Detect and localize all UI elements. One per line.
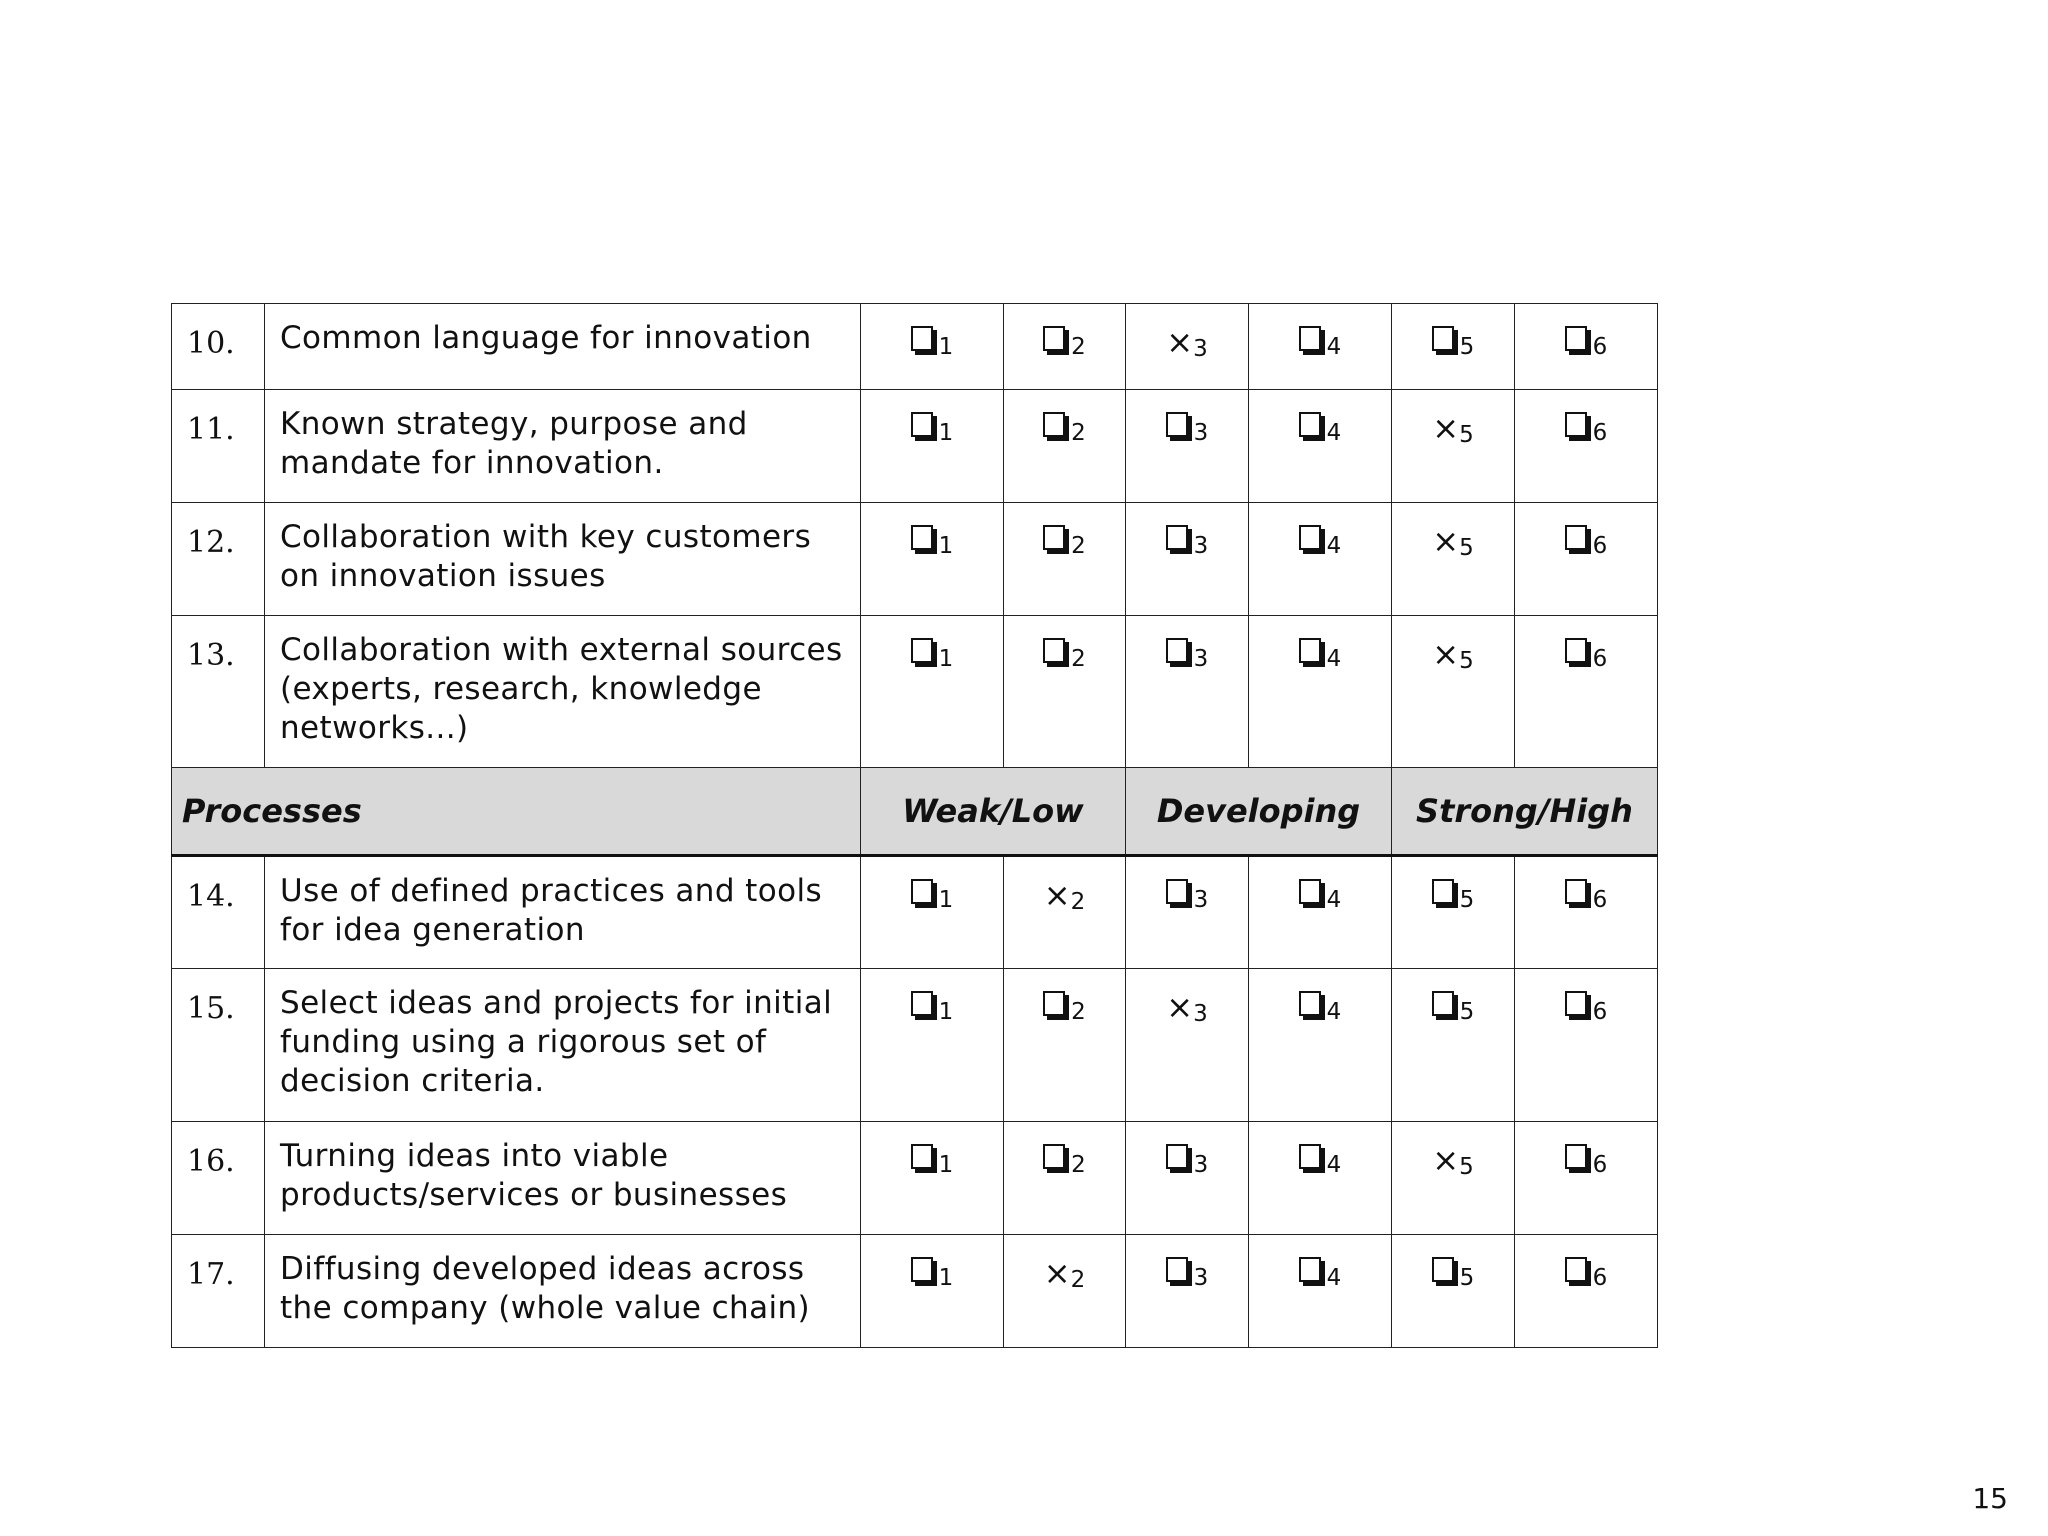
rating-option-5[interactable] (1392, 390, 1515, 503)
rating-number: 6 (1592, 533, 1608, 559)
rating-option-1[interactable] (861, 1235, 1004, 1348)
rating-option-2[interactable] (1004, 856, 1126, 969)
rating-number: 4 (1326, 887, 1342, 913)
rating-option-6[interactable] (1515, 856, 1658, 969)
row-number: 13. (172, 616, 265, 768)
table-row (172, 969, 1658, 1122)
rating-number: 4 (1326, 334, 1342, 360)
section-header-row (172, 768, 1658, 856)
rating-option-1[interactable] (861, 969, 1004, 1122)
rating-option-3[interactable] (1126, 616, 1249, 768)
rating-number: 6 (1592, 334, 1608, 360)
level-weak-low: Weak/Low (861, 768, 1126, 856)
row-description: Common language for innovation (265, 304, 861, 390)
rating-number: 3 (1193, 533, 1209, 559)
row-description: Select ideas and projects for initial funding using a rigorous set of decision criteria. (265, 969, 861, 1122)
checkbox-icon[interactable] (1043, 412, 1065, 437)
checkbox-icon[interactable] (1299, 326, 1321, 351)
row-description: Use of defined practices and tools for idea generation (265, 856, 861, 969)
checkbox-icon[interactable] (911, 525, 933, 550)
checkbox-icon[interactable] (1166, 412, 1188, 437)
rating-number: 3 (1193, 336, 1208, 362)
rating-option-4[interactable] (1249, 503, 1392, 616)
rating-option-4[interactable] (1249, 856, 1392, 969)
rating-number: 5 (1459, 1265, 1475, 1291)
checkbox-icon[interactable] (911, 879, 933, 904)
table-row (172, 856, 1658, 969)
table-row (172, 1122, 1658, 1235)
rating-number: 1 (938, 887, 954, 913)
checkbox-icon[interactable] (1432, 991, 1454, 1016)
rating-number: 6 (1592, 420, 1608, 446)
checkbox-icon[interactable] (1299, 638, 1321, 663)
rating-option-6[interactable] (1515, 1122, 1658, 1235)
table-row (172, 390, 1658, 503)
selected-x-mark-icon[interactable]: × (1432, 522, 1460, 560)
rating-option-5[interactable] (1392, 1122, 1515, 1235)
rating-number: 1 (938, 1152, 954, 1178)
checkbox-icon[interactable] (911, 1257, 933, 1282)
level-strong-high: Strong/High (1392, 768, 1658, 856)
assessment-table (171, 303, 1658, 1348)
rating-number: 3 (1193, 646, 1209, 672)
checkbox-icon[interactable] (1432, 326, 1454, 351)
rating-option-6[interactable] (1515, 304, 1658, 390)
rating-option-6[interactable] (1515, 503, 1658, 616)
rating-number: 2 (1071, 646, 1086, 672)
row-number: 11. (172, 390, 265, 503)
checkbox-icon[interactable] (1565, 525, 1587, 550)
row-number: 16. (172, 1122, 265, 1235)
rating-option-1[interactable] (861, 856, 1004, 969)
checkbox-icon[interactable] (1565, 1144, 1587, 1169)
rating-option-3[interactable] (1126, 503, 1249, 616)
rating-number: 5 (1459, 999, 1475, 1025)
checkbox-icon[interactable] (1166, 525, 1188, 550)
checkbox-icon[interactable] (1565, 412, 1587, 437)
checkbox-icon[interactable] (1299, 1144, 1321, 1169)
rating-number: 5 (1459, 1154, 1474, 1180)
rating-option-1[interactable] (861, 503, 1004, 616)
rating-number: 2 (1071, 1152, 1086, 1178)
selected-x-mark-icon[interactable]: × (1432, 409, 1460, 447)
row-number: 15. (172, 969, 265, 1122)
page-number: 15 (1972, 1482, 2008, 1515)
rating-option-5[interactable] (1392, 1235, 1515, 1348)
checkbox-icon[interactable] (911, 412, 933, 437)
row-description: Collaboration with external sources (experts, research, knowledge networks...) (265, 616, 861, 768)
rating-number: 1 (938, 334, 954, 360)
rating-number: 1 (938, 999, 954, 1025)
rating-number: 6 (1592, 646, 1608, 672)
rating-option-5[interactable] (1392, 856, 1515, 969)
rating-option-5[interactable] (1392, 969, 1515, 1122)
rating-number: 6 (1592, 1265, 1608, 1291)
checkbox-icon[interactable] (1565, 326, 1587, 351)
rating-number: 3 (1193, 1265, 1209, 1291)
rating-number: 2 (1071, 334, 1086, 360)
rating-option-2[interactable] (1004, 1122, 1126, 1235)
rating-option-2[interactable] (1004, 304, 1126, 390)
checkbox-icon[interactable] (1166, 1144, 1188, 1169)
rating-number: 5 (1459, 887, 1475, 913)
rating-option-4[interactable] (1249, 1235, 1392, 1348)
rating-number: 4 (1326, 1265, 1342, 1291)
table-section-bottom (172, 856, 1658, 1348)
rating-number: 1 (938, 646, 954, 672)
table-row (172, 304, 1658, 390)
table-row (172, 1235, 1658, 1348)
checkbox-icon[interactable] (1432, 1257, 1454, 1282)
row-description: Collaboration with key customers on innovation issues (265, 503, 861, 616)
checkbox-icon[interactable] (1166, 1257, 1188, 1282)
rating-number: 4 (1326, 1152, 1342, 1178)
rating-option-3[interactable] (1126, 390, 1249, 503)
row-description: Known strategy, purpose and mandate for innovation. (265, 390, 861, 503)
rating-option-5[interactable] (1392, 616, 1515, 768)
rating-option-1[interactable] (861, 1122, 1004, 1235)
rating-number: 2 (1071, 533, 1086, 559)
row-number: 10. (172, 304, 265, 390)
rating-option-4[interactable] (1249, 616, 1392, 768)
rating-number: 4 (1326, 533, 1342, 559)
checkbox-icon[interactable] (1565, 638, 1587, 663)
rating-number: 4 (1326, 646, 1342, 672)
row-number: 17. (172, 1235, 265, 1348)
checkbox-icon[interactable] (1043, 638, 1065, 663)
rating-option-3[interactable] (1126, 969, 1249, 1122)
rating-number: 4 (1326, 420, 1342, 446)
rating-number: 4 (1326, 999, 1342, 1025)
selected-x-mark-icon[interactable]: × (1166, 323, 1194, 361)
checkbox-icon[interactable] (1565, 1257, 1587, 1282)
selected-x-mark-icon[interactable]: × (1043, 876, 1071, 914)
rating-option-1[interactable] (861, 304, 1004, 390)
rating-number: 5 (1459, 648, 1474, 674)
rating-option-2[interactable] (1004, 390, 1126, 503)
rating-number: 2 (1071, 420, 1086, 446)
rating-number: 5 (1459, 334, 1475, 360)
rating-option-1[interactable] (861, 616, 1004, 768)
rating-option-6[interactable] (1515, 616, 1658, 768)
checkbox-icon[interactable] (1299, 879, 1321, 904)
rating-number: 2 (1070, 1267, 1086, 1293)
checkbox-icon[interactable] (911, 638, 933, 663)
rating-option-3[interactable] (1126, 1235, 1249, 1348)
checkbox-icon[interactable] (911, 1144, 933, 1169)
rating-option-4[interactable] (1249, 969, 1392, 1122)
rating-number: 2 (1071, 999, 1086, 1025)
checkbox-icon[interactable] (911, 326, 933, 351)
rating-option-4[interactable] (1249, 1122, 1392, 1235)
rating-option-2[interactable] (1004, 503, 1126, 616)
selected-x-mark-icon[interactable]: × (1432, 1141, 1460, 1179)
rating-option-6[interactable] (1515, 390, 1658, 503)
rating-option-3[interactable] (1126, 1122, 1249, 1235)
row-number: 12. (172, 503, 265, 616)
selected-x-mark-icon[interactable]: × (1166, 988, 1194, 1026)
checkbox-icon[interactable] (1043, 991, 1065, 1016)
checkbox-icon[interactable] (1299, 991, 1321, 1016)
rating-number: 1 (938, 1265, 954, 1291)
rating-option-1[interactable] (861, 390, 1004, 503)
checkbox-icon[interactable] (1565, 879, 1587, 904)
rating-number: 5 (1459, 422, 1474, 448)
rating-number: 3 (1193, 420, 1209, 446)
checkbox-icon[interactable] (1166, 879, 1188, 904)
rating-option-6[interactable] (1515, 969, 1658, 1122)
rating-number: 1 (938, 533, 954, 559)
checkbox-icon[interactable] (1299, 525, 1321, 550)
rating-number: 3 (1193, 1152, 1209, 1178)
table-row (172, 503, 1658, 616)
row-description: Turning ideas into viable products/services or businesses (265, 1122, 861, 1235)
checkbox-icon[interactable] (911, 991, 933, 1016)
rating-option-5[interactable] (1392, 304, 1515, 390)
rating-number: 6 (1592, 887, 1608, 913)
row-number: 14. (172, 856, 265, 969)
checkbox-icon[interactable] (1432, 879, 1454, 904)
checkbox-icon[interactable] (1299, 1257, 1321, 1282)
checkbox-icon[interactable] (1043, 1144, 1065, 1169)
checkbox-icon[interactable] (1043, 525, 1065, 550)
rating-number: 5 (1459, 535, 1474, 561)
row-description: Diffusing developed ideas across the company (whole value chain) (265, 1235, 861, 1348)
checkbox-icon[interactable] (1299, 412, 1321, 437)
rating-option-3[interactable] (1126, 304, 1249, 390)
table-row (172, 616, 1658, 768)
selected-x-mark-icon[interactable]: × (1043, 1254, 1071, 1292)
table-section-header (172, 768, 1658, 856)
checkbox-icon[interactable] (1043, 326, 1065, 351)
rating-number: 3 (1193, 887, 1209, 913)
level-developing: Developing (1126, 768, 1392, 856)
rating-option-4[interactable] (1249, 304, 1392, 390)
rating-option-2[interactable] (1004, 969, 1126, 1122)
rating-option-5[interactable] (1392, 503, 1515, 616)
checkbox-icon[interactable] (1565, 991, 1587, 1016)
rating-number: 2 (1070, 889, 1086, 915)
selected-x-mark-icon[interactable]: × (1432, 635, 1460, 673)
rating-number: 3 (1193, 1001, 1208, 1027)
rating-option-2[interactable] (1004, 616, 1126, 768)
rating-option-6[interactable] (1515, 1235, 1658, 1348)
checkbox-icon[interactable] (1166, 638, 1188, 663)
rating-option-4[interactable] (1249, 390, 1392, 503)
rating-number: 6 (1592, 1152, 1608, 1178)
rating-number: 1 (938, 420, 954, 446)
section-title: Processes (172, 768, 861, 856)
rating-option-2[interactable] (1004, 1235, 1126, 1348)
rating-number: 6 (1592, 999, 1608, 1025)
table-section-top (172, 304, 1658, 768)
rating-option-3[interactable] (1126, 856, 1249, 969)
